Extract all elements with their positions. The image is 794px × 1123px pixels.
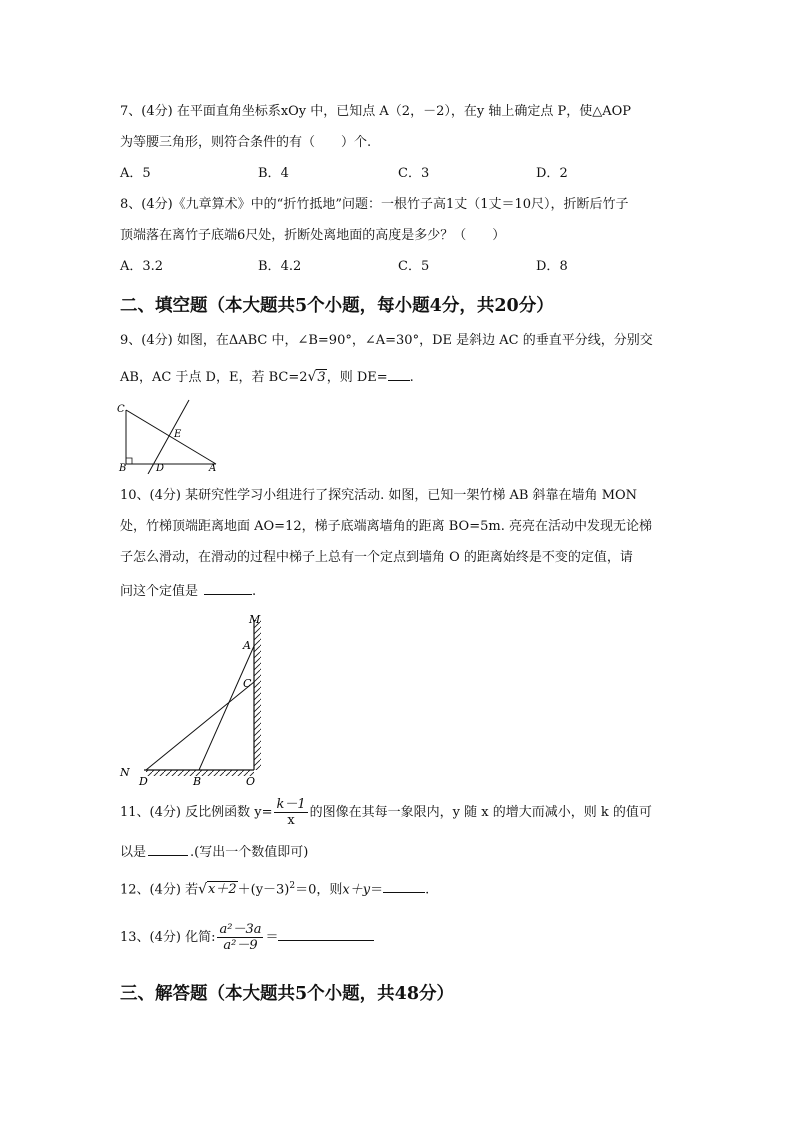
q7-option-b: B．4 — [258, 166, 289, 181]
q10-answer-blank[interactable] — [204, 582, 252, 595]
q13-answer-blank[interactable] — [278, 928, 374, 941]
q9-label-a: A — [209, 463, 217, 474]
q11-answer-blank[interactable] — [148, 843, 188, 856]
section-heading-fill-in: 二、填空题（本大题共5个小题，每小题4分，共20分） — [120, 296, 554, 316]
q11-fraction: $\frac{k-1}{x}$ — [276, 797, 306, 828]
q10-label-c: C — [243, 677, 252, 690]
q8-line2: 顶端落在离竹子底端6尺处，折断处离地面的高度是多少？（ ） — [120, 228, 506, 243]
q8-line1: 8、(4分)《九章算术》中的“折竹抵地”问题：一根竹子高1丈（1丈＝10尺），折断后竹子 — [120, 197, 629, 212]
q10-label-n: N — [120, 766, 130, 779]
q7-line2: 为等腰三角形，则符合条件的有（ ）个. — [120, 135, 372, 150]
q13-line: 13、(4分) 化简: $\frac{\text{a²－3a}}{\text{a²－9}}$ ＝ — [120, 922, 374, 953]
q10-line1: 10、(4分) 某研究性学习小组进行了探究活动. 如图，已知一架竹梯 AB 斜靠在墙角 MON — [120, 488, 638, 503]
q12-line: 12、(4分) 若$√x+2+(y-3)^2=0$，则x＋y＝ . — [120, 881, 430, 898]
q9-label-d: D — [156, 463, 165, 474]
q8-option-c: C．5 — [398, 259, 430, 274]
q10-ladder-figure — [116, 610, 274, 790]
q9-answer-blank[interactable] — [388, 368, 410, 381]
q12-answer-blank[interactable] — [383, 880, 425, 893]
q9-label-c: C — [117, 404, 125, 415]
q11-line2: 以是 .(写出一个数值即可) — [120, 845, 309, 860]
q13-fraction: $\frac{\text{a²－3a}}{\text{a²－9}}$ — [219, 922, 262, 953]
q9-line2: AB，AC 于点 D，E，若 BC=2√3，则 DE= . — [120, 369, 414, 385]
q7-option-d: D．2 — [536, 166, 568, 181]
q10-line3: 子怎么滑动，在滑动的过程中梯子上总有一个定点到墙角 O 的距离始终是不变的定值，请 — [120, 550, 633, 565]
q11-line1: 11、(4分) 反比例函数 y= $\frac{k-1}{x}$ 的图像在其每一象限内，y 随 x 的增大而减小，则 k 的值可 — [120, 797, 652, 828]
q7-line1: 7、(4分) 在平面直角坐标系xOy 中，已知点 A（2，－2），在y 轴上确定点 P，使△AOP — [120, 104, 631, 119]
q7-option-a: A．5 — [120, 166, 151, 181]
q9-label-b: B — [119, 463, 127, 474]
q10-label-b: B — [193, 775, 202, 788]
q8-option-d: D．8 — [536, 259, 568, 274]
q10-line4: 问这个定值是 . — [120, 584, 257, 599]
q9-label-e: E — [174, 429, 182, 440]
q8-option-b: B．4.2 — [258, 259, 302, 274]
q10-label-d: D — [139, 775, 148, 788]
section-heading-solve: 三、解答题（本大题共5个小题，共48分） — [120, 984, 455, 1004]
q10-label-a: A — [243, 639, 251, 652]
q8-option-a: A．3.2 — [120, 259, 164, 274]
q10-label-m: M — [249, 613, 261, 626]
q9-triangle-figure — [112, 398, 224, 474]
q9-line1: 9、(4分) 如图，在ΔABC 中，∠B=90°，∠A=30°，DE 是斜边 AC 的垂直平分线，分别交 — [120, 333, 653, 348]
q10-label-o: O — [246, 775, 256, 788]
q10-line2: 处，竹梯顶端距离地面 AO=12，梯子底端离墙角的距离 BO=5m. 亮亮在活动中发现无论梯 — [120, 519, 652, 534]
q7-option-c: C．3 — [398, 166, 430, 181]
